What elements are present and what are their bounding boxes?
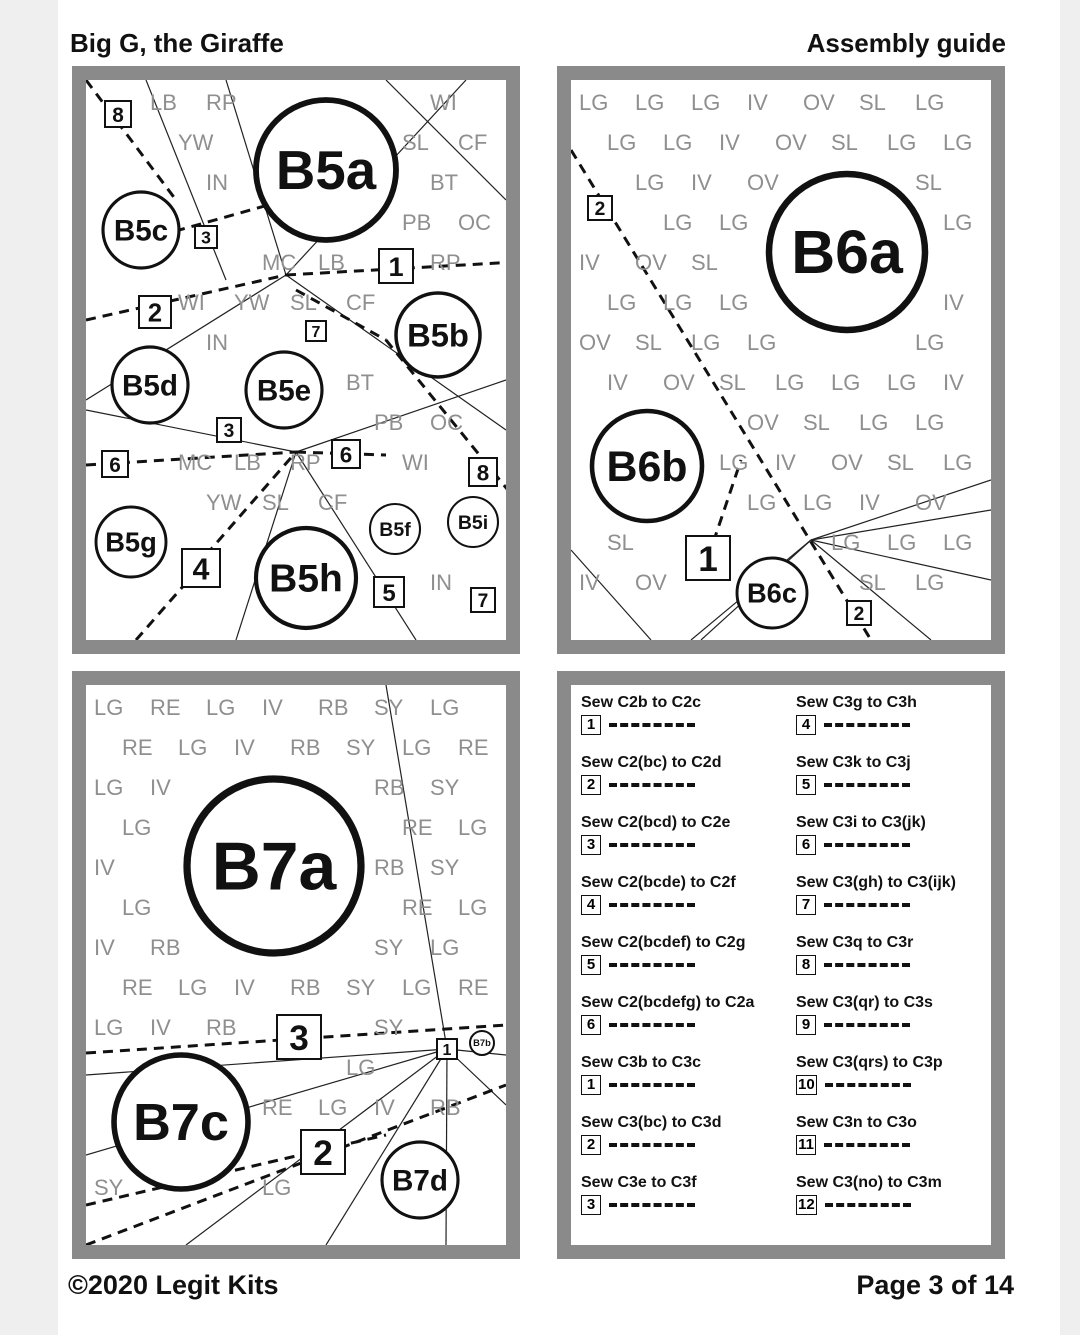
fabric-code-label: LG	[262, 1175, 292, 1200]
instruction-step	[581, 693, 786, 753]
fabric-code-label: IN	[206, 170, 228, 195]
step-number-box: 2	[581, 775, 601, 795]
instruction-text: Sew C2(bc) to C2d	[581, 754, 722, 771]
fabric-code-label: SL	[262, 490, 289, 515]
fabric-code-label: IV	[234, 975, 255, 1000]
fabric-code-label: OV	[747, 410, 779, 435]
svg-text:6: 6	[109, 453, 121, 477]
fabric-code-label: IV	[579, 570, 600, 595]
svg-text:1: 1	[698, 540, 718, 580]
step-marker	[277, 1015, 321, 1059]
fabric-code-label: SL	[691, 250, 718, 275]
fabric-code-label: OC	[430, 410, 463, 435]
fabric-code-label: LG	[430, 935, 460, 960]
fabric-code-label: SY	[430, 855, 460, 880]
instruction-text: Sew C3n to C3o	[796, 1114, 917, 1131]
fabric-code-label: LG	[178, 975, 208, 1000]
instruction-step	[581, 1173, 786, 1233]
seam-line-icon	[824, 1143, 910, 1147]
fabric-code-label: IV	[691, 170, 712, 195]
fabric-code-label: CF	[318, 490, 348, 515]
fabric-code-label: RE	[458, 975, 489, 1000]
fabric-code-label: LG	[458, 895, 488, 920]
fabric-code-label: LG	[122, 895, 152, 920]
step-number-box: 11	[796, 1135, 816, 1155]
fabric-code-label: LG	[887, 530, 917, 555]
step-marker	[588, 196, 612, 220]
svg-text:B5e: B5e	[256, 374, 312, 408]
fabric-code-label: LG	[915, 410, 945, 435]
instruction-step	[796, 993, 1001, 1053]
instruction-step	[581, 873, 786, 933]
instruction-step	[581, 1113, 786, 1173]
fabric-code-label: IV	[943, 290, 964, 315]
svg-text:1: 1	[442, 1042, 452, 1059]
fabric-code-label: LG	[178, 735, 208, 760]
piece-label	[370, 504, 420, 554]
step-marker	[306, 321, 326, 341]
fabric-code-label: RP	[290, 450, 321, 475]
instruction-text: Sew C3(qrs) to C3p	[796, 1054, 943, 1071]
fabric-code-label: RE	[150, 695, 181, 720]
step-marker	[301, 1130, 345, 1174]
piece-label	[112, 347, 188, 423]
fabric-code-label: RB	[150, 935, 181, 960]
svg-text:B5c: B5c	[113, 214, 169, 248]
svg-text:B7b: B7b	[473, 1038, 491, 1049]
instruction-step	[581, 813, 786, 873]
svg-text:2: 2	[147, 299, 163, 328]
fabric-code-label: IV	[94, 935, 115, 960]
fabric-code-label: LG	[943, 450, 973, 475]
svg-text:7: 7	[477, 591, 489, 613]
fabric-code-label: SL	[915, 170, 942, 195]
fabric-code-label: IV	[859, 490, 880, 515]
instruction-text: Sew C3g to C3h	[796, 694, 917, 711]
diagram-panel-b6	[557, 66, 1005, 654]
instruction-step	[581, 993, 786, 1053]
fabric-code-label: YW	[234, 290, 270, 315]
svg-text:5: 5	[382, 580, 396, 607]
instruction-step	[581, 1053, 786, 1113]
fabric-code-label: RE	[262, 1095, 293, 1120]
fabric-code-label: LG	[719, 450, 749, 475]
seam-line-icon	[609, 843, 695, 847]
fabric-code-label: RE	[402, 895, 433, 920]
piece-label	[737, 558, 807, 628]
fabric-code-label: LG	[458, 815, 488, 840]
fabric-code-label: IV	[94, 855, 115, 880]
fabric-code-label: OV	[579, 330, 611, 355]
fabric-code-label: RB	[374, 855, 405, 880]
seam-line-icon	[609, 1203, 695, 1207]
step-marker	[102, 451, 128, 477]
fabric-code-label: IN	[430, 570, 452, 595]
fabric-code-label: RE	[458, 735, 489, 760]
instructions-column-left	[581, 693, 786, 1233]
fabric-code-label: OV	[915, 490, 947, 515]
fabric-code-label: IV	[150, 1015, 171, 1040]
instruction-step	[796, 933, 1001, 993]
fabric-code-label: IN	[206, 330, 228, 355]
copyright: ©2020 Legit Kits	[68, 1270, 279, 1300]
piece-boundary-line	[446, 1049, 447, 1245]
fabric-code-label: LG	[663, 130, 693, 155]
fabric-code-label: IV	[747, 90, 768, 115]
seam-line-icon	[824, 963, 910, 967]
fabric-code-label: IV	[234, 735, 255, 760]
seam-line-icon	[609, 1143, 695, 1147]
fabric-code-label: LG	[943, 210, 973, 235]
instruction-text: Sew C2(bcd) to C2e	[581, 814, 731, 831]
seam-line-icon	[825, 1203, 911, 1207]
fabric-code-label: RE	[122, 735, 153, 760]
step-number-box: 2	[581, 1135, 601, 1155]
step-number-box: 5	[581, 955, 601, 975]
piece-label	[396, 293, 480, 377]
fabric-code-label: LG	[831, 370, 861, 395]
fabric-code-label: LG	[691, 90, 721, 115]
fabric-code-label: IV	[262, 695, 283, 720]
step-marker	[686, 536, 730, 580]
fabric-code-label: IV	[150, 775, 171, 800]
fabric-code-label: LG	[635, 170, 665, 195]
fabric-code-label: LG	[915, 570, 945, 595]
fabric-code-label: LG	[346, 1055, 376, 1080]
fabric-code-label: MC	[178, 450, 213, 475]
instruction-text: Sew C2(bcdef) to C2g	[581, 934, 746, 951]
instruction-text: Sew C3q to C3r	[796, 934, 914, 951]
fabric-code-label: SY	[374, 695, 404, 720]
fabric-code-label: LG	[719, 210, 749, 235]
svg-text:2: 2	[313, 1134, 333, 1174]
instruction-step	[796, 753, 1001, 813]
fabric-code-label: LG	[206, 695, 236, 720]
step-marker	[332, 440, 360, 468]
piece-label	[246, 352, 322, 428]
fabric-code-label: OV	[635, 570, 667, 595]
fabric-code-label: IV	[943, 370, 964, 395]
svg-text:B6b: B6b	[606, 442, 688, 491]
fabric-code-label: IV	[374, 1095, 395, 1120]
fabric-code-label: LG	[607, 290, 637, 315]
instruction-text: Sew C3(qr) to C3s	[796, 994, 933, 1011]
fabric-code-label: SL	[719, 370, 746, 395]
instruction-text: Sew C3(bc) to C3d	[581, 1114, 722, 1131]
fabric-code-label: LG	[122, 815, 152, 840]
instruction-step	[796, 813, 1001, 873]
svg-text:6: 6	[339, 442, 353, 468]
fabric-code-label: SL	[607, 530, 634, 555]
fabric-code-label: LG	[635, 90, 665, 115]
svg-text:1: 1	[388, 251, 404, 283]
diagram-panel-b7	[72, 671, 520, 1259]
svg-text:B6c: B6c	[746, 577, 798, 609]
instruction-step	[796, 1113, 1001, 1173]
fabric-code-label: RB	[374, 775, 405, 800]
fabric-code-label: SY	[346, 975, 376, 1000]
instruction-text: Sew C2(bcdefg) to C2a	[581, 994, 755, 1011]
fabric-code-label: SY	[94, 1175, 124, 1200]
svg-text:3: 3	[201, 227, 211, 248]
piece-label	[96, 507, 166, 577]
fabric-code-label: RB	[290, 975, 321, 1000]
seam-line-icon	[609, 1083, 695, 1087]
fabric-code-label: RP	[206, 90, 237, 115]
step-marker	[182, 549, 220, 587]
fabric-code-label: LG	[663, 210, 693, 235]
svg-text:3: 3	[223, 421, 235, 443]
fabric-code-label: BT	[346, 370, 375, 395]
instruction-text: Sew C2(bcde) to C2f	[581, 874, 736, 891]
fabric-code-label: RE	[402, 815, 433, 840]
fabric-code-label: LG	[887, 370, 917, 395]
svg-text:2: 2	[594, 199, 606, 221]
instruction-step	[796, 1173, 1001, 1233]
seam-line-icon	[824, 1023, 910, 1027]
piece-label	[448, 497, 498, 547]
fabric-code-label: OV	[635, 250, 667, 275]
step-number-box: 1	[581, 1075, 601, 1095]
step-number-box: 1	[581, 715, 601, 735]
sewing-instructions	[571, 685, 991, 1245]
svg-text:B5g: B5g	[105, 526, 157, 558]
piece-label	[382, 1142, 458, 1218]
fabric-code-label: LG	[94, 775, 124, 800]
fabric-code-label: LG	[943, 530, 973, 555]
seam-line-icon	[824, 783, 910, 787]
fabric-code-label: LG	[831, 530, 861, 555]
piece-label	[592, 411, 702, 521]
piece-label	[114, 1055, 248, 1189]
fabric-code-label: IV	[775, 450, 796, 475]
fabric-code-label: OV	[747, 170, 779, 195]
fabric-code-label: LG	[943, 130, 973, 155]
fabric-code-label: SY	[374, 935, 404, 960]
diagram-panel-b5	[72, 66, 520, 654]
step-marker	[139, 296, 171, 328]
fabric-code-label: YW	[178, 130, 214, 155]
piece-label	[256, 100, 396, 240]
step-number-box: 3	[581, 1195, 601, 1215]
fabric-code-label: WI	[178, 290, 205, 315]
step-number-box: 9	[796, 1015, 816, 1035]
fabric-code-label: PB	[402, 210, 432, 235]
step-marker	[847, 601, 871, 625]
step-marker	[469, 458, 497, 486]
instructions-column-right	[796, 693, 1001, 1233]
svg-text:B5i: B5i	[457, 511, 489, 534]
svg-text:B6a: B6a	[791, 218, 903, 287]
fabric-code-label: SL	[859, 90, 886, 115]
fabric-code-label: IV	[607, 370, 628, 395]
step-marker	[437, 1039, 457, 1059]
instruction-step	[796, 693, 1001, 753]
fabric-code-label: RP	[430, 250, 461, 275]
seam-line-icon	[609, 1023, 695, 1027]
seam-line-icon	[609, 963, 695, 967]
svg-text:B7c: B7c	[133, 1094, 229, 1153]
instruction-step	[796, 873, 1001, 933]
svg-text:B5h: B5h	[269, 557, 343, 601]
fabric-code-label: LG	[607, 130, 637, 155]
piece-boundary-line	[571, 550, 651, 640]
fabric-code-label: MC	[262, 250, 297, 275]
seam-line-icon	[824, 723, 910, 727]
step-number-box: 6	[796, 835, 816, 855]
pattern-title: Big G, the Giraffe	[70, 28, 284, 58]
svg-text:B7a: B7a	[211, 829, 337, 905]
svg-text:8: 8	[476, 460, 490, 486]
svg-text:8: 8	[112, 103, 124, 127]
fabric-code-label: LG	[402, 735, 432, 760]
fabric-code-label: SY	[374, 1015, 404, 1040]
svg-text:B5f: B5f	[379, 518, 411, 541]
fabric-code-label: LG	[663, 290, 693, 315]
step-number-box: 12	[798, 1196, 815, 1213]
fabric-code-label: LG	[94, 695, 124, 720]
step-marker	[217, 418, 241, 442]
fabric-code-label: LG	[775, 370, 805, 395]
piece-label	[769, 174, 925, 330]
fabric-code-label: RB	[206, 1015, 237, 1040]
fabric-code-label: RB	[430, 1095, 461, 1120]
fabric-code-label: LG	[691, 330, 721, 355]
seam-line-icon	[824, 903, 910, 907]
fabric-code-label: SL	[803, 410, 830, 435]
page-number: Page 3 of 14	[856, 1270, 1014, 1300]
fabric-code-label: OV	[775, 130, 807, 155]
step-marker	[379, 249, 413, 283]
svg-text:B7d: B7d	[392, 1164, 448, 1198]
fabric-code-label: SL	[859, 570, 886, 595]
fabric-code-label: RB	[290, 735, 321, 760]
fabric-code-label: OC	[458, 210, 491, 235]
seam-line-icon	[609, 903, 695, 907]
instruction-text: Sew C3e to C3f	[581, 1174, 697, 1191]
seam-line-icon	[609, 783, 695, 787]
svg-text:4: 4	[192, 552, 210, 587]
fabric-code-label: WI	[430, 90, 457, 115]
step-marker	[374, 577, 404, 607]
fabric-code-label: SL	[887, 450, 914, 475]
fabric-code-label: LB	[234, 450, 261, 475]
fabric-code-label: LB	[318, 250, 345, 275]
piece-label	[470, 1031, 494, 1055]
fabric-code-label: LG	[803, 490, 833, 515]
fabric-code-label: LG	[94, 1015, 124, 1040]
step-number-box: 10	[798, 1076, 815, 1093]
svg-text:2: 2	[853, 604, 865, 626]
fabric-code-label: OV	[803, 90, 835, 115]
instruction-text: Sew C3(no) to C3m	[796, 1174, 942, 1191]
step-marker	[195, 226, 217, 248]
piece-label	[187, 779, 361, 953]
svg-text:B5d: B5d	[122, 369, 178, 403]
fabric-code-label: LG	[719, 290, 749, 315]
svg-text:3: 3	[289, 1019, 309, 1059]
instruction-text: Sew C2b to C2c	[581, 694, 702, 711]
fabric-code-label: LG	[402, 975, 432, 1000]
fabric-code-label: LG	[887, 130, 917, 155]
fabric-code-label: SL	[290, 290, 317, 315]
fabric-code-label: LB	[150, 90, 177, 115]
fabric-code-label: LG	[915, 330, 945, 355]
step-marker	[105, 101, 131, 127]
step-number-box: 5	[796, 775, 816, 795]
instruction-step	[581, 933, 786, 993]
fabric-code-label: LG	[747, 330, 777, 355]
step-number-box: 8	[796, 955, 816, 975]
step-number-box: 6	[581, 1015, 601, 1035]
seam-line-icon	[825, 1083, 911, 1087]
fabric-code-label: PB	[374, 410, 404, 435]
fabric-code-label: OV	[663, 370, 695, 395]
svg-text:B5a: B5a	[275, 139, 377, 201]
step-number-box: 4	[581, 895, 601, 915]
instruction-text: Sew C3b to C3c	[581, 1054, 702, 1071]
fabric-code-label: SL	[402, 130, 429, 155]
step-marker	[471, 588, 495, 612]
fabric-code-label: LG	[915, 90, 945, 115]
fabric-code-label: LG	[747, 490, 777, 515]
instruction-step	[581, 753, 786, 813]
step-number-box: 3	[581, 835, 601, 855]
fabric-code-label: SY	[346, 735, 376, 760]
fabric-code-label: CF	[346, 290, 376, 315]
seam-line-icon	[609, 723, 695, 727]
fabric-code-label: IV	[579, 250, 600, 275]
fabric-code-label: LG	[318, 1095, 348, 1120]
section-title: Assembly guide	[806, 28, 1006, 58]
fabric-code-label: SY	[430, 775, 460, 800]
piece-label	[103, 192, 179, 268]
fabric-code-label: SL	[831, 130, 858, 155]
fabric-code-label: SL	[635, 330, 662, 355]
fabric-code-label: WI	[402, 450, 429, 475]
fabric-code-label: YW	[206, 490, 242, 515]
svg-text:7: 7	[311, 324, 321, 341]
instruction-text: Sew C3k to C3j	[796, 754, 911, 771]
fabric-code-label: LG	[579, 90, 609, 115]
fabric-code-label: CF	[458, 130, 488, 155]
svg-text:B5b: B5b	[407, 316, 469, 354]
step-number-box: 4	[796, 715, 816, 735]
piece-label	[256, 528, 356, 628]
instruction-step	[796, 1053, 1001, 1113]
fabric-code-label: RE	[122, 975, 153, 1000]
instruction-text: Sew C3i to C3(jk)	[796, 814, 926, 831]
fabric-code-label: LG	[859, 410, 889, 435]
fabric-code-label: IV	[719, 130, 740, 155]
fabric-code-label: RB	[318, 695, 349, 720]
step-number-box: 7	[796, 895, 816, 915]
seam-line-icon	[824, 843, 910, 847]
fabric-code-label: LG	[430, 695, 460, 720]
fabric-code-label: BT	[430, 170, 459, 195]
instruction-text: Sew C3(gh) to C3(ijk)	[796, 874, 957, 891]
fabric-code-label: OV	[831, 450, 863, 475]
